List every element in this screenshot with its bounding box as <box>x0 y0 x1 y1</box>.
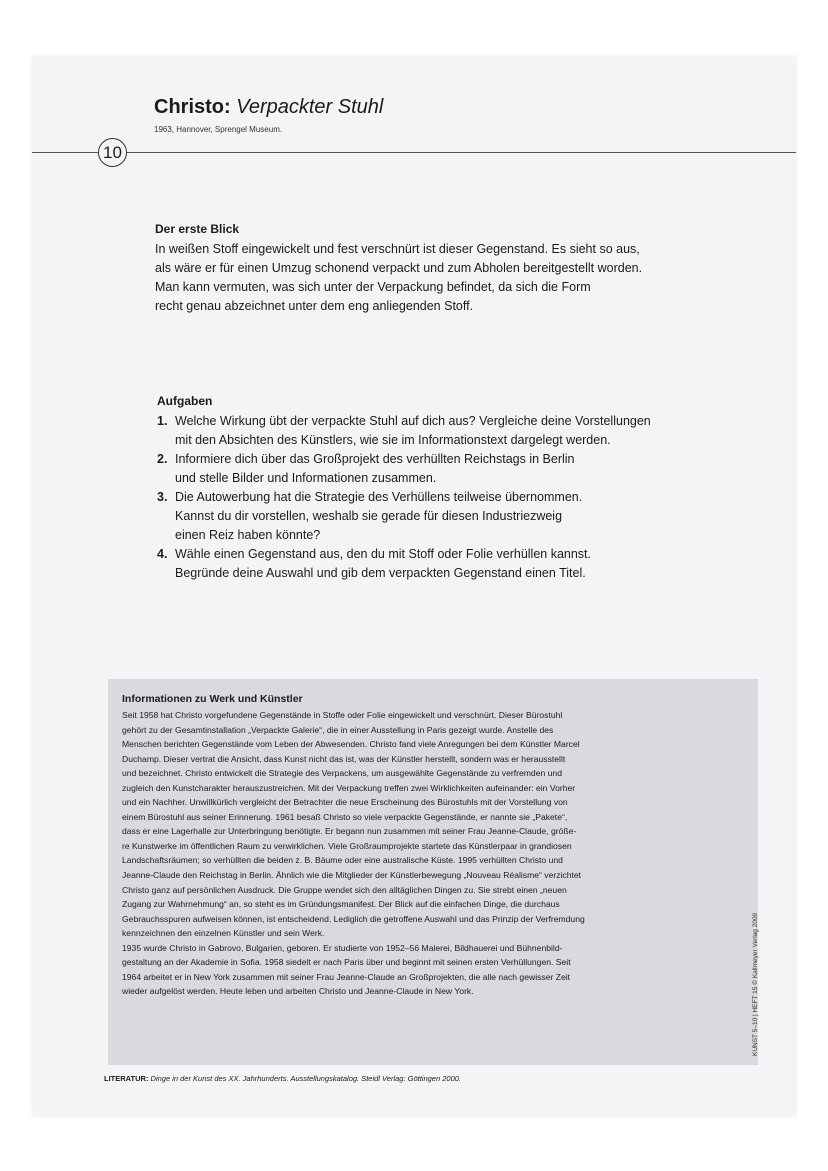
first-look-line: recht genau abzeichnet unter dem eng anliegenden Stoff. <box>155 299 474 313</box>
task-number: 3. <box>157 490 168 504</box>
task-number: 4. <box>157 547 168 561</box>
first-look-section <box>155 222 755 316</box>
literature-label: LITERATUR: <box>104 1074 149 1083</box>
task-line: Begründe deine Auswahl und gib dem verpackten Gegenstand einen Titel. <box>175 566 586 580</box>
tasks-heading: Aufgaben <box>157 394 213 408</box>
info-line: Christo ganz auf persönlichen Ausdruck. Die Gruppe wendet sich den alltäglichen Dingen zu. Sie strebt einen „neuen <box>122 884 567 895</box>
task-number: 2. <box>157 452 168 466</box>
literature-text: Dinge in der Kunst des XX. Jahrhunderts. Ausstellungskatalog. Steidl Verlag: Göttingen 2000. <box>150 1074 461 1083</box>
task-item <box>157 545 757 583</box>
info-line: dass er eine Lagerhalle zur Unterbringung benötigte. Er begann nun zusammen mit seiner Frau Jeanne-Claude, größe- <box>122 826 577 837</box>
first-look-line: Man kann vermuten, was sich unter der Verpackung befindet, da sich die Form <box>155 280 591 294</box>
task-item <box>157 450 757 488</box>
info-line: Duchamp. Dieser vertrat die Ansicht, dass Kunst nicht das ist, was der Künstler herstellt, sondern was er herausstellt <box>122 753 566 764</box>
task-item <box>157 412 757 450</box>
info-line: re Kunstwerke im öffentlichen Raum zu verwirklichen. Viele Großraumprojekte startete das Künstlerpaar in grandiosen <box>122 840 572 851</box>
first-look-line: In weißen Stoff eingewickelt und fest verschnürt ist dieser Gegenstand. Es sieht so aus, <box>155 242 640 256</box>
page-title <box>154 96 383 119</box>
info-line: und ein Nachher. Unwillkürlich vergleicht der Betrachter die neue Erscheinung des Bürostuhls mit der Vorstellung von <box>122 797 568 808</box>
info-line: Jeanne-Claude den Reichstag in Berlin. Ähnlich wie die Mitglieder der Künstlerbewegung „Nouveau Réalisme“ verzichtet <box>122 870 582 881</box>
task-line: und stelle Bilder und Informationen zusammen. <box>175 471 437 485</box>
info-line: kennzeichnen den einzelnen Künstler und sein Werk. <box>122 928 325 939</box>
work-meta: 1963, Hannover, Sprengel Museum. <box>154 125 283 134</box>
tasks-section <box>157 394 757 583</box>
page-number-badge: 10 <box>98 138 127 167</box>
task-line: Die Autowerbung hat die Strategie des Verhüllens teilweise übernommen. <box>175 490 583 504</box>
task-line: Informiere dich über das Großprojekt des verhüllten Reichstags in Berlin <box>175 452 575 466</box>
info-line: Zugang zur Wahrnehmung“ an, so steht es im Gründungsmanifest. Der Blick auf die einfachen Dinge, die durchaus <box>122 899 560 910</box>
first-look-line: als wäre er für einen Umzug schonend verpackt und zum Abholen bereitgestellt worden. <box>155 261 643 275</box>
worksheet-page <box>32 56 796 1116</box>
info-line: 1964 arbeitet er in New York zusammen mit seiner Frau Jeanne-Claude an Großprojekten, die alle nach gewisser Zeit <box>122 971 571 982</box>
info-line: zugleich den Kunstcharakter herauszustreichen. Mit der Verpackung treffen zwei Wirklichkeiten aufeinander: ein Vorher <box>122 782 576 793</box>
task-line: mit den Absichten des Künstlers, wie sie im Informationstext dargelegt werden. <box>175 433 611 447</box>
task-number: 1. <box>157 414 168 428</box>
info-line: Landschaftsräumen; so verhüllten die beiden z. B. Bäume oder eine australische Küste. 1995 verhüllten Christo und <box>122 855 563 866</box>
info-line: Menschen berichten Gegenstände vom Leben der Abwesenden. Christo fand viele Anregungen bei dem Künstler Marcel <box>122 739 580 750</box>
info-line: Seit 1958 hat Christo vorgefundene Gegenstände in Stoffe oder Folie eingewickelt und verschnürt. Dieser Bürostuhl <box>122 710 563 720</box>
task-line: einen Reiz haben könnte? <box>175 528 321 542</box>
task-line: Wähle einen Gegenstand aus, den du mit Stoff oder Folie verhüllen kannst. <box>175 547 591 561</box>
header-divider <box>32 152 796 153</box>
info-line: einem Bürostuhl aus seiner Erinnerung. 1961 besaß Christo so viele verpackte Gegenstände, er nannte sie „Pakete“, <box>122 811 568 822</box>
first-look-heading: Der erste Blick <box>155 222 240 236</box>
task-line: Kannst du dir vorstellen, weshalb sie gerade für diesen Industriezweig <box>175 509 563 523</box>
literature-reference <box>104 1074 461 1083</box>
info-line: 1935 wurde Christo in Gabrovo, Bulgarien, geboren. Er studierte von 1952–56 Malerei, Bildhauerei und Bühnenbild- <box>122 942 563 953</box>
info-line: Gebrauchsspuren aufweisen können, ist entscheidend. Lediglich die getroffene Auswahl und das Prinzip der Verfremdung <box>122 913 585 924</box>
artist-name: Christo: <box>154 96 231 118</box>
info-box <box>108 679 758 1065</box>
task-line: Welche Wirkung übt der verpackte Stuhl auf dich aus? Vergleiche deine Vorstellungen <box>175 414 651 428</box>
info-line: gehört zu der Gesamtinstallation „Verpackte Galerie“, die in einer Ausstellung in Paris gezeigt wurde. Anstelle des <box>122 724 554 735</box>
info-line: wieder aufgelöst werden. Heute leben und arbeiten Christo und Jeanne-Claude in New York. <box>122 986 474 997</box>
info-line: und bezeichnet. Christo entwickelt die Strategie des Verpackens, um ausgewählte Gegenstände zu verfremden und <box>122 768 562 779</box>
info-line: gestaltung an der Akademie in Sofia. 1958 siedelt er nach Paris über und beginnt mit seinen ersten Verhüllungen. Seit <box>122 957 571 968</box>
task-item <box>157 488 757 545</box>
info-heading: Informationen zu Werk und Künstler <box>122 693 303 705</box>
work-title: Verpackter Stuhl <box>236 96 384 118</box>
publisher-credit: KUNST 5–10 | HEFT 15 © Kallmeyer Verlag 2009 <box>752 912 759 1056</box>
